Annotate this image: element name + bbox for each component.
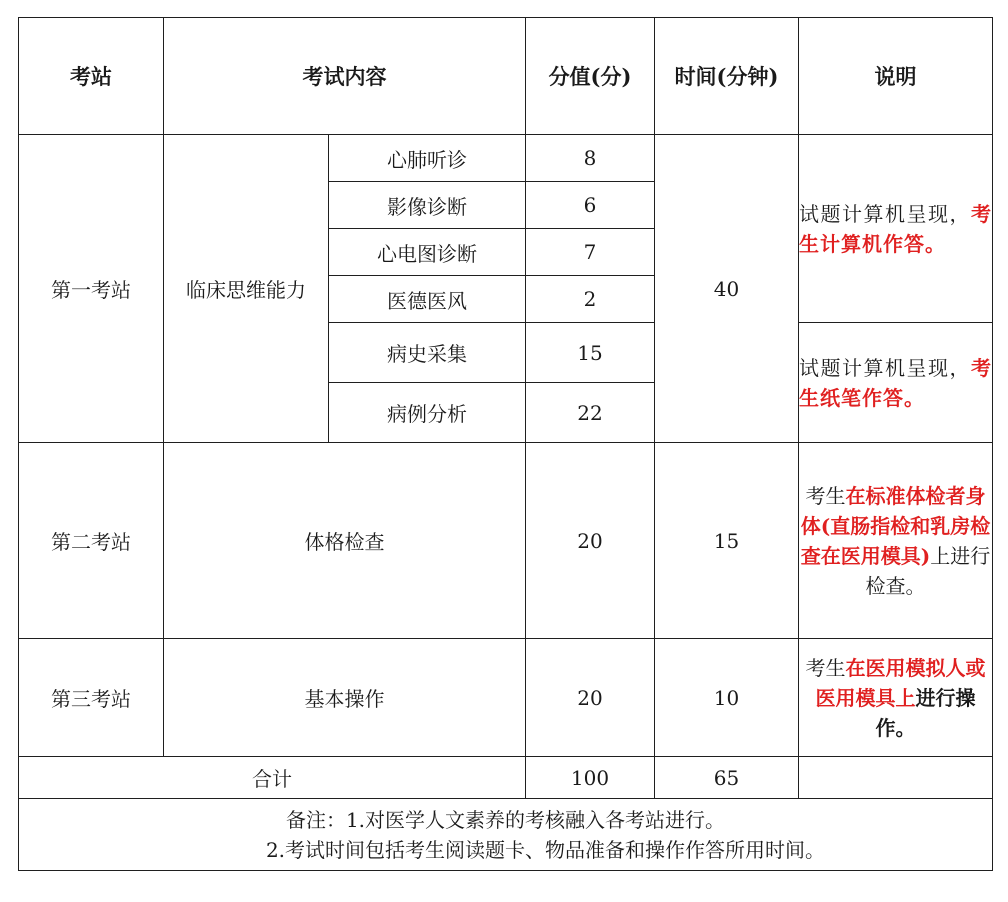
station1-item-score: 2 <box>526 276 655 323</box>
desc-highlight: 在医用模拟人或医用模具上 <box>815 655 986 710</box>
station1-item-label: 病史采集 <box>329 323 526 383</box>
station1-item-label: 心肺听诊 <box>329 135 526 182</box>
total-label: 合计 <box>19 757 526 799</box>
station3-name: 第三考站 <box>19 639 164 757</box>
desc-plain: 考生 <box>805 655 846 680</box>
desc-plain: 试题计算机呈现， <box>799 201 971 226</box>
desc-plain: 考生 <box>805 483 846 508</box>
desc-plain: 进行操作。 <box>875 685 976 740</box>
station1-item-score: 7 <box>526 229 655 276</box>
header-desc: 说明 <box>799 18 993 135</box>
desc-highlight: 考生纸笔作答。 <box>799 355 992 410</box>
station1-item-label: 心电图诊断 <box>329 229 526 276</box>
desc-highlight: 考生计算机作答。 <box>799 201 992 256</box>
note-line-2: 2.考试时间包括考生阅读题卡、物品准备和操作作答所用时间。 <box>265 837 826 862</box>
notes-cell <box>19 799 993 871</box>
station2-content: 体格检查 <box>164 443 526 639</box>
header-row <box>19 18 993 135</box>
total-desc-empty <box>799 757 993 799</box>
station2-desc <box>799 443 993 639</box>
desc-plain: 上进行检查。 <box>865 543 991 598</box>
station1-item-label: 医德医风 <box>329 276 526 323</box>
total-score: 100 <box>526 757 655 799</box>
table-row <box>19 639 993 757</box>
header-time: 时间(分钟) <box>655 18 799 135</box>
desc-plain: 试题计算机呈现， <box>799 355 971 380</box>
station1-item-label: 病例分析 <box>329 383 526 443</box>
note-line-1: 备注：1.对医学人文素养的考核融入各考站进行。 <box>285 807 726 832</box>
header-score: 分值(分) <box>526 18 655 135</box>
station1-item-score: 22 <box>526 383 655 443</box>
total-row <box>19 757 993 799</box>
station1-item-score: 8 <box>526 135 655 182</box>
station1-name: 第一考站 <box>19 135 164 443</box>
station1-time: 40 <box>655 135 799 443</box>
station1-category: 临床思维能力 <box>164 135 329 443</box>
header-content: 考试内容 <box>164 18 526 135</box>
desc-highlight: 在标准体检者身体(直肠指检和乳房检查在医用模具) <box>800 483 991 568</box>
notes-row <box>19 799 993 871</box>
exam-table <box>18 17 993 871</box>
station3-desc <box>799 639 993 757</box>
station1-item-label: 影像诊断 <box>329 182 526 229</box>
station3-time: 10 <box>655 639 799 757</box>
station1-item-score: 15 <box>526 323 655 383</box>
station3-content: 基本操作 <box>164 639 526 757</box>
header-station: 考站 <box>19 18 164 135</box>
station1-desc-a <box>799 135 993 323</box>
table-row <box>19 135 993 182</box>
station1-item-score: 6 <box>526 182 655 229</box>
table-row <box>19 443 993 639</box>
station2-score: 20 <box>526 443 655 639</box>
station2-time: 15 <box>655 443 799 639</box>
station1-desc-b <box>799 323 993 443</box>
total-time: 65 <box>655 757 799 799</box>
station3-score: 20 <box>526 639 655 757</box>
station2-name: 第二考站 <box>19 443 164 639</box>
